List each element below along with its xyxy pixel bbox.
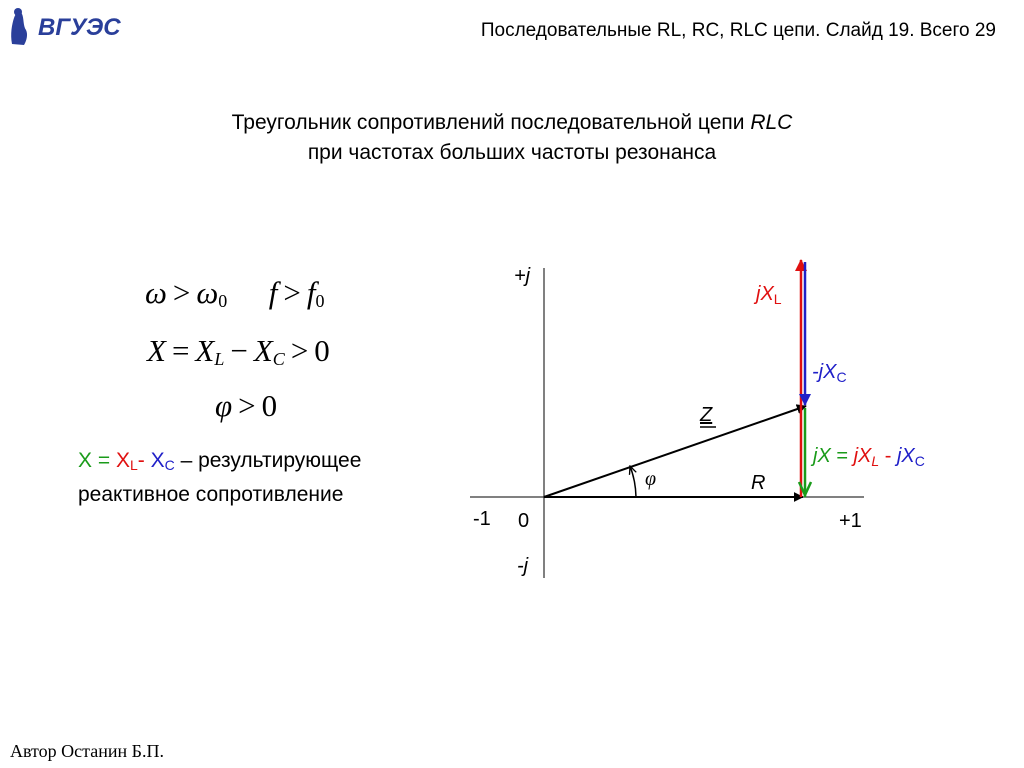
desc-rest: – результирующее bbox=[174, 449, 362, 472]
desc-xl-sub: L bbox=[129, 457, 138, 473]
desc-xc-sub: C bbox=[164, 457, 175, 473]
label-mjxc-pre: -j bbox=[812, 361, 824, 383]
slide-header: Последовательные RL, RC, RLC цепи. Слайд 19. Всего 29 bbox=[480, 20, 996, 41]
desc-minus: - bbox=[137, 449, 151, 472]
description-line-2: реактивное сопротивление bbox=[78, 483, 344, 506]
label-jxl-j: j bbox=[756, 283, 761, 305]
desc-xc: X bbox=[150, 449, 165, 472]
gt-symbol-2: > bbox=[283, 275, 301, 310]
zero-symbol: 0 bbox=[314, 333, 330, 368]
label-jxl-sub: L bbox=[773, 291, 782, 307]
label-jx-minus: - bbox=[879, 445, 897, 467]
minus-symbol: − bbox=[230, 333, 248, 368]
label-minus-j: -j bbox=[517, 555, 529, 577]
f-symbol: f bbox=[268, 275, 278, 310]
gt-symbol-3: > bbox=[290, 333, 309, 368]
title-line-2: при частотах больших частоты резонанса bbox=[307, 141, 717, 164]
f0-symbol: f bbox=[306, 275, 316, 310]
omega0-sub: 0 bbox=[218, 291, 228, 311]
desc-x: X bbox=[78, 449, 93, 472]
desc-xl: X bbox=[115, 449, 130, 472]
label-mjxc-sub: C bbox=[836, 369, 847, 385]
label-z: Z bbox=[700, 404, 713, 426]
impedance-vector bbox=[544, 406, 806, 497]
label-phi: φ bbox=[645, 468, 657, 490]
label-jx-equation bbox=[810, 445, 925, 469]
x-symbol: X bbox=[147, 333, 166, 368]
phi-angle-arc bbox=[630, 466, 636, 497]
xc-sub: C bbox=[272, 349, 285, 369]
label-r: R bbox=[751, 472, 766, 494]
label-jxl-x: X bbox=[760, 283, 774, 305]
f0-sub: 0 bbox=[315, 291, 325, 311]
label-zero: 0 bbox=[518, 510, 530, 532]
label-jx-rhs-x: X bbox=[858, 445, 872, 467]
gt-symbol-4: > bbox=[238, 388, 256, 423]
phi-symbol: φ bbox=[215, 388, 233, 423]
xl-sub: L bbox=[214, 349, 225, 369]
title-line-1-text: Треугольник сопротивлений последовательной цепи bbox=[231, 111, 751, 134]
label-mjxc-x: X bbox=[823, 361, 837, 383]
xc-symbol: X bbox=[253, 333, 273, 368]
eq-symbol: = bbox=[171, 333, 190, 368]
label-jx-rhs-l: L bbox=[871, 453, 880, 469]
zero-symbol-2: 0 bbox=[261, 388, 278, 423]
label-plus-one: +1 bbox=[839, 510, 862, 532]
label-jx-x: X bbox=[817, 445, 831, 467]
label-jx-rhs2-c: C bbox=[914, 453, 925, 469]
label-mjxc bbox=[812, 361, 847, 385]
omega0-symbol: ω bbox=[196, 275, 219, 310]
desc-eq: = bbox=[92, 449, 116, 472]
label-plus-j: +j bbox=[514, 265, 531, 287]
gt-symbol: > bbox=[172, 275, 191, 310]
xl-symbol: X bbox=[195, 333, 215, 368]
logo-text: ВГУЭС bbox=[38, 14, 121, 41]
title-rlc: RLC bbox=[750, 111, 793, 134]
label-jxl bbox=[753, 283, 782, 307]
label-jx-rhs-j: j bbox=[853, 445, 859, 467]
author-footer: Автор Останин Б.П. bbox=[10, 741, 164, 761]
label-jx-rhs2-j: j bbox=[896, 445, 902, 467]
label-jx-j: j bbox=[813, 445, 818, 467]
omega-symbol: ω bbox=[145, 275, 167, 310]
label-jx-rhs2-x: X bbox=[901, 445, 915, 467]
label-minus-one: -1 bbox=[473, 508, 491, 530]
label-jx-eq: = bbox=[830, 445, 854, 467]
